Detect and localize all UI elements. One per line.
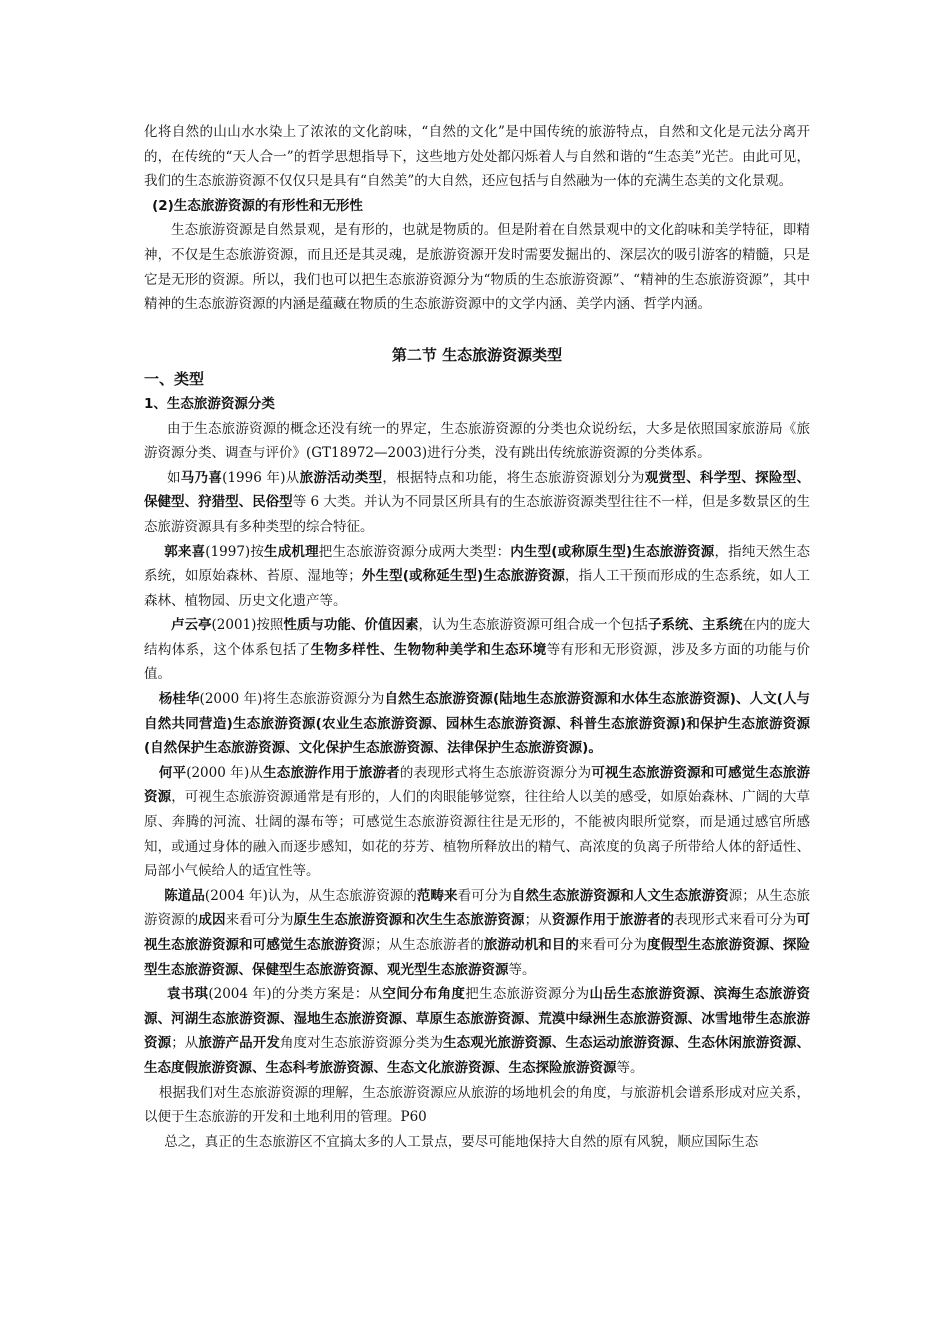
yuan-shuqi-paragraph: 袁书琪(2004 年)的分类方案是：从空间分布角度把生态旅游资源分为山岳生态旅游资源、滨海生态旅游资源、河湖生态旅游资源、湿地生态旅游资源、草原生态旅游资源、荒漠中绿洲生态旅游资源、冰雪地带生态旅游资源；从旅游产品开发角度对生态旅游资源分类为生态观光旅游资源、生态运动旅游资源、生态休闲旅游资源、生态度假旅游资源、生态科考旅游资源、生态文化旅游资源、生态探险旅游资源等。: [144, 986, 811, 1076]
section-title: 第二节 生态旅游资源类型: [391, 345, 563, 364]
ma-naixi-paragraph: 如马乃喜(1996 年)从旅游活动类型，根据特点和功能，将生态旅游资源划分为观赏型、科学型、探险型、保健型、狩猎型、民俗型等 6 大类。并认为不同景区所具有的生态旅游资源类型往往不一样，但是多数景区的生态旅游资源具有多种类型的综合特征。: [144, 469, 811, 535]
heading-classification: 1、生态旅游资源分类: [144, 395, 275, 412]
intro-paragraph: 由于生态旅游资源的概念还没有统一的界定，生态旅游资源的分类也众说纷纭，大多是依照国家旅游局《旅游资源分类、调查与评价》(GT18972—2003)进行分类，没有跳出传统旅游资源的分类体系。: [144, 420, 810, 462]
document-page: [144, 120, 810, 1154]
heading-types: 一、类型: [144, 370, 205, 389]
subsection-heading: (2)生态旅游资源的有形性和无形性: [152, 197, 363, 214]
chen-daopin-paragraph: 陈道品(2004 年)认为，从生态旅游资源的范畴来看可分为自然生态旅游资源和人文生态旅游资源；从生态旅游资源的成因来看可分为原生生态旅游资源和次生生态旅游资源；从资源作用于旅游者的表现形式来看可分为可视生态旅游资源和可感觉生态旅游资源；从生态旅游者的旅游动机和目的来看可分为度假型生态旅游资源、探险型生态旅游资源、保健型生态旅游资源、观光型生态旅游资源等。: [144, 887, 811, 978]
he-ping-paragraph: 何平(2000 年)从生态旅游作用于旅游者的表现形式将生态旅游资源分为可视生态旅游资源和可感觉生态旅游资源，可视生态旅游资源通常是有形的，人们的肉眼能够觉察，往往给人以美的感受，如原始森林、广阔的大草原、奔腾的河流、壮阔的瀑布等；可感觉生态旅游资源往往是无形的，不能被肉眼所觉察，而是通过感官所感知，或通过身体的融入而逐步感知，如花的芬芳、植物所释放出的精气、高浓度的负离子所带给人体的舒适性、局部小气候给人的适宜性等。: [144, 764, 811, 880]
tangibility-paragraph: 生态旅游资源是自然景观，是有形的，也就是物质的。但是附着在自然景观中的文化韵味和美学特征，即精神，不仅是生态旅游资源，而且还是其灵魂，是旅游资源开发时需要发掘出的、深层次的吸引游客的精髓，只是它是无形的资源。所以，我们也可以把生态旅游资源分为“物质的生态旅游资源”、“精神的生态旅游资源”，其中精神的生态旅游资源的内涵是蕴藏在物质的生态旅游资源中的文学内涵、美学内涵、哲学内涵。: [144, 222, 810, 313]
summary-paragraph: 总之，真正的生态旅游区不宜搞太多的人工景点，要尽可能地保持大自然的原有风貌，顺应国际生态: [164, 1133, 759, 1150]
lu-yunting-paragraph: 卢云亭(2001)按照性质与功能、价值因素，认为生态旅游资源可组合成一个包括子系统、主系统在内的庞大结构体系，这个体系包括了生物多样性、生物物种美学和生态环境等有形和无形资源，涉及多方面的功能与价值。: [144, 617, 811, 683]
guo-laixi-paragraph: 郭来喜(1997)按生成机理把生态旅游资源分成两大类型：内生型(或称原生型)生态旅游资源，指纯天然生态系统，如原始森林、苔原、湿地等；外生型(或称延生型)生态旅游资源，指人工干预而形成的生态系统，如人工森林、植物园、历史文化遗产等。: [144, 543, 811, 609]
our-view-paragraph: 根据我们对生态旅游资源的理解，生态旅游资源应从旅游的场地机会的角度，与旅游机会谱系形成对应关系，以便于生态旅游的开发和土地利用的管理。P60: [144, 1084, 810, 1126]
continuation-paragraph: 化将自然的山山水水染上了浓浓的文化韵味，“自然的文化”是中国传统的旅游特点，自然和文化是元法分离开的，在传统的“天人合一”的哲学思想指导下，这些地方处处都闪烁着人与自然和谐的“生态美”光芒。由此可见，我们的生态旅游资源不仅仅只是具有“自然美”的大自然，还应包括与自然融为一体的充满生态美的文化景观。: [144, 124, 810, 190]
yang-guihua-paragraph: 杨桂华(2000 年)将生态旅游资源分为自然生态旅游资源(陆地生态旅游资源和水体生态旅游资源)、人文(人与自然共同营造)生态旅游资源(农业生态旅游资源、园林生态旅游资源、科普生态旅游资源)和保护生态旅游资源(自然保护生态旅游资源、文化保护生态旅游资源、法律保护生态旅游资源)。: [144, 691, 811, 757]
